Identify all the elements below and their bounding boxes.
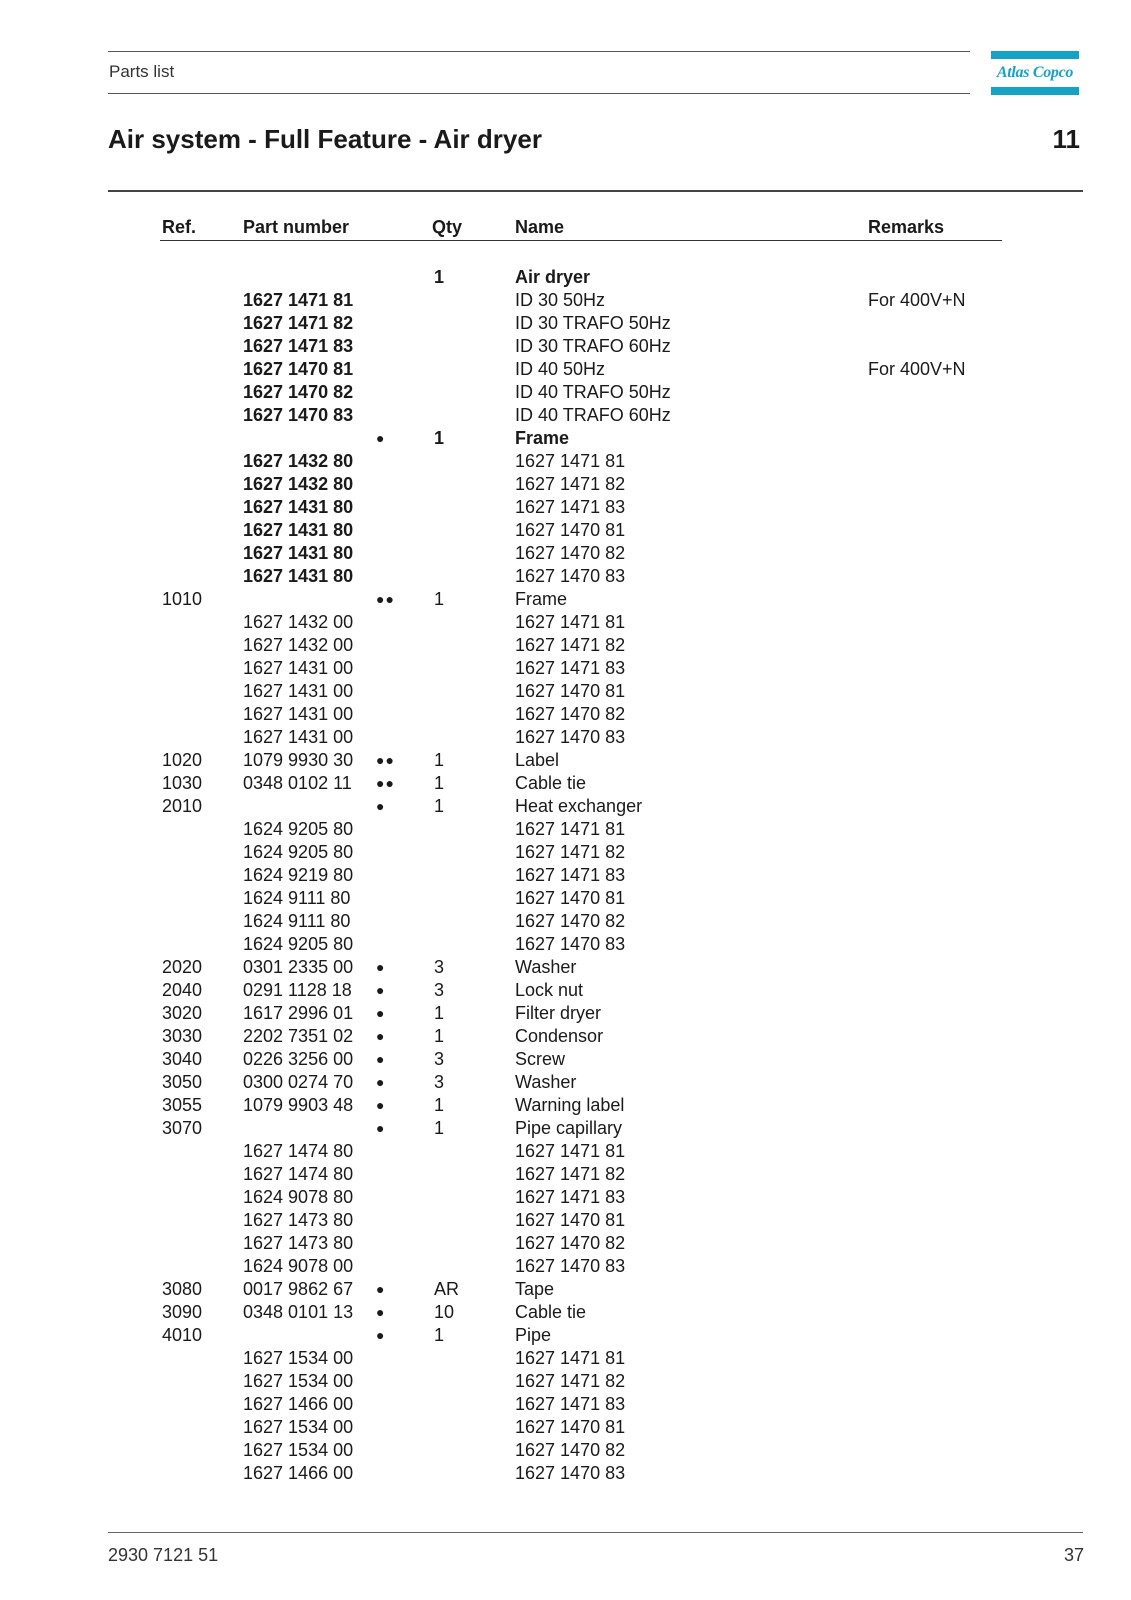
cell-name: 1627 1471 83 — [515, 1187, 626, 1207]
footer-rule — [108, 1532, 1083, 1533]
cell-qty: 1 — [434, 589, 445, 609]
cell-part-number: 0301 2335 00 — [243, 957, 354, 977]
cell-level-dots: ● — [376, 1005, 386, 1021]
cell-name: 1627 1471 81 — [515, 612, 626, 632]
cell-part-number: 2202 7351 02 — [243, 1026, 354, 1046]
cell-ref: 1030 — [162, 773, 203, 793]
logo-bar-bottom — [991, 87, 1079, 95]
cell-part-number: 1624 9078 80 — [243, 1187, 354, 1207]
cell-name: 1627 1470 83 — [515, 1463, 626, 1483]
table-row — [0, 1209, 1131, 1232]
table-row — [0, 473, 1131, 496]
cell-ref: 3040 — [162, 1049, 203, 1069]
cell-qty: 1 — [434, 750, 445, 770]
cell-part-number: 1627 1431 00 — [243, 658, 354, 678]
cell-part-number: 1627 1431 80 — [243, 497, 354, 517]
table-row — [0, 956, 1131, 979]
column-header-part-number: Part number — [243, 217, 350, 237]
cell-name: 1627 1470 82 — [515, 911, 626, 931]
logo-text: Atlas Copco — [996, 64, 1074, 81]
cell-qty: 1 — [434, 796, 445, 816]
cell-qty: 10 — [434, 1302, 455, 1322]
table-row — [0, 1071, 1131, 1094]
cell-part-number: 1627 1534 00 — [243, 1440, 354, 1460]
table-row — [0, 1094, 1131, 1117]
chapter-number: 11 — [1052, 124, 1080, 154]
cell-part-number: 1627 1431 80 — [243, 543, 354, 563]
cell-qty: 1 — [434, 1003, 445, 1023]
column-header-qty: Qty — [432, 217, 463, 237]
cell-part-number: 1627 1431 80 — [243, 520, 354, 540]
table-row — [0, 427, 1131, 450]
table-row — [0, 266, 1131, 289]
cell-name: 1627 1471 82 — [515, 635, 626, 655]
cell-part-number: 1627 1474 80 — [243, 1141, 354, 1161]
cell-level-dots: ● — [376, 1051, 386, 1067]
cell-part-number: 1627 1466 00 — [243, 1394, 354, 1414]
cell-name: Air dryer — [515, 267, 591, 287]
cell-level-dots: ● — [376, 798, 386, 814]
column-header-remarks: Remarks — [868, 217, 945, 237]
header-bottom-rule — [108, 93, 970, 94]
cell-qty: 1 — [434, 1118, 445, 1138]
cell-ref: 3070 — [162, 1118, 203, 1138]
section-label: Parts list — [109, 62, 175, 81]
cell-name: 1627 1470 82 — [515, 1440, 626, 1460]
cell-part-number: 1079 9930 30 — [243, 750, 354, 770]
cell-remarks: For 400V+N — [868, 290, 966, 310]
cell-name: Screw — [515, 1049, 566, 1069]
cell-part-number: 1624 9078 00 — [243, 1256, 354, 1276]
table-row — [0, 887, 1131, 910]
table-row — [0, 795, 1131, 818]
cell-level-dots: ● — [376, 1304, 386, 1320]
cell-qty: 1 — [434, 773, 445, 793]
table-row — [0, 1255, 1131, 1278]
cell-name: Cable tie — [515, 1302, 587, 1322]
cell-name: Lock nut — [515, 980, 584, 1000]
cell-name: 1627 1470 82 — [515, 1233, 626, 1253]
cell-name: Washer — [515, 1072, 577, 1092]
cell-name: Warning label — [515, 1095, 625, 1115]
cell-name: Frame — [515, 589, 568, 609]
cell-part-number: 1627 1470 82 — [243, 382, 354, 402]
cell-name: 1627 1471 82 — [515, 474, 626, 494]
cell-level-dots: ● — [376, 1097, 386, 1113]
table-row — [0, 1324, 1131, 1347]
table-row — [0, 1347, 1131, 1370]
cell-part-number: 1627 1471 82 — [243, 313, 354, 333]
cell-level-dots: ● — [376, 959, 386, 975]
table-row — [0, 1439, 1131, 1462]
cell-level-dots: ●● — [376, 591, 395, 607]
column-header-ref: Ref. — [162, 217, 197, 237]
table-row — [0, 910, 1131, 933]
table-row — [0, 818, 1131, 841]
cell-level-dots: ● — [376, 1327, 386, 1343]
table-row — [0, 1462, 1131, 1485]
table-row — [0, 680, 1131, 703]
cell-name: 1627 1470 82 — [515, 704, 626, 724]
cell-name: 1627 1470 81 — [515, 1210, 626, 1230]
cell-qty: 3 — [434, 980, 445, 1000]
cell-qty: 1 — [434, 267, 445, 287]
cell-name: 1627 1471 83 — [515, 1394, 626, 1414]
cell-name: ID 30 50Hz — [515, 290, 606, 310]
header-top-rule — [108, 51, 970, 52]
table-row — [0, 1025, 1131, 1048]
logo-bar-top — [991, 51, 1079, 59]
cell-part-number: 0226 3256 00 — [243, 1049, 354, 1069]
table-row — [0, 726, 1131, 749]
cell-name: Washer — [515, 957, 577, 977]
cell-ref: 3030 — [162, 1026, 203, 1046]
cell-part-number: 1627 1534 00 — [243, 1348, 354, 1368]
cell-part-number: 1617 2996 01 — [243, 1003, 354, 1023]
column-header-name: Name — [515, 217, 565, 237]
cell-name: 1627 1470 81 — [515, 520, 626, 540]
table-row — [0, 1370, 1131, 1393]
cell-qty: 3 — [434, 1072, 445, 1092]
table-row — [0, 841, 1131, 864]
column-header-rule — [160, 240, 1002, 241]
cell-part-number: 1627 1471 83 — [243, 336, 354, 356]
cell-part-number: 1627 1471 81 — [243, 290, 354, 310]
table-row — [0, 933, 1131, 956]
page-title: Air system - Full Feature - Air dryer — [108, 124, 542, 154]
cell-level-dots: ● — [376, 1281, 386, 1297]
cell-qty: 3 — [434, 1049, 445, 1069]
cell-name: 1627 1471 81 — [515, 1141, 626, 1161]
cell-name: 1627 1470 82 — [515, 543, 626, 563]
cell-part-number: 1624 9111 80 — [243, 888, 351, 908]
table-row — [0, 1232, 1131, 1255]
table-row — [0, 749, 1131, 772]
cell-name: 1627 1470 83 — [515, 566, 626, 586]
table-row — [0, 864, 1131, 887]
cell-name: 1627 1470 83 — [515, 1256, 626, 1276]
cell-part-number: 1627 1431 00 — [243, 681, 354, 701]
cell-name: 1627 1471 83 — [515, 497, 626, 517]
table-row — [0, 542, 1131, 565]
table-row — [0, 703, 1131, 726]
cell-qty: 3 — [434, 957, 445, 977]
cell-ref: 3020 — [162, 1003, 203, 1023]
cell-name: ID 40 TRAFO 50Hz — [515, 382, 671, 402]
table-row — [0, 1186, 1131, 1209]
table-row — [0, 1163, 1131, 1186]
brand-logo — [991, 51, 1079, 95]
cell-part-number: 1624 9111 80 — [243, 911, 351, 931]
table-row — [0, 1002, 1131, 1025]
cell-part-number: 0300 0274 70 — [243, 1072, 354, 1092]
table-row — [0, 519, 1131, 542]
cell-part-number: 1627 1473 80 — [243, 1233, 354, 1253]
cell-name: Label — [515, 750, 560, 770]
cell-ref: 1010 — [162, 589, 203, 609]
table-row — [0, 1301, 1131, 1324]
cell-part-number: 1079 9903 48 — [243, 1095, 354, 1115]
cell-part-number: 1627 1432 00 — [243, 635, 354, 655]
cell-qty: 1 — [434, 1325, 445, 1345]
table-row — [0, 381, 1131, 404]
cell-part-number: 1624 9205 80 — [243, 934, 354, 954]
cell-name: Cable tie — [515, 773, 587, 793]
table-row — [0, 1048, 1131, 1071]
table-row — [0, 335, 1131, 358]
table-row — [0, 979, 1131, 1002]
cell-level-dots: ● — [376, 430, 386, 446]
cell-ref: 3090 — [162, 1302, 203, 1322]
cell-qty: 1 — [434, 1026, 445, 1046]
cell-level-dots: ● — [376, 1074, 386, 1090]
cell-name: 1627 1470 83 — [515, 934, 626, 954]
table-row — [0, 657, 1131, 680]
cell-name: Condensor — [515, 1026, 604, 1046]
cell-part-number: 1627 1534 00 — [243, 1417, 354, 1437]
cell-part-number: 0348 0102 11 — [243, 773, 352, 793]
cell-part-number: 1624 9205 80 — [243, 842, 354, 862]
table-row — [0, 565, 1131, 588]
cell-qty: 1 — [434, 428, 445, 448]
cell-name: Filter dryer — [515, 1003, 602, 1023]
cell-name: 1627 1471 83 — [515, 865, 626, 885]
table-row — [0, 312, 1131, 335]
document-number: 2930 7121 51 — [108, 1545, 219, 1565]
cell-part-number: 1627 1474 80 — [243, 1164, 354, 1184]
table-row — [0, 1140, 1131, 1163]
cell-part-number: 1624 9205 80 — [243, 819, 354, 839]
table-row — [0, 1416, 1131, 1439]
cell-part-number: 1627 1431 00 — [243, 727, 354, 747]
cell-ref: 4010 — [162, 1325, 203, 1345]
cell-part-number: 1627 1466 00 — [243, 1463, 354, 1483]
cell-part-number: 0348 0101 13 — [243, 1302, 354, 1322]
cell-level-dots: ●● — [376, 752, 395, 768]
cell-name: Pipe — [515, 1325, 552, 1345]
cell-part-number: 0017 9862 67 — [243, 1279, 354, 1299]
cell-name: ID 40 TRAFO 60Hz — [515, 405, 671, 425]
cell-level-dots: ● — [376, 982, 386, 998]
cell-ref: 3055 — [162, 1095, 203, 1115]
cell-ref: 2040 — [162, 980, 203, 1000]
cell-part-number: 1627 1470 81 — [243, 359, 354, 379]
cell-level-dots: ● — [376, 1028, 386, 1044]
cell-remarks: For 400V+N — [868, 359, 966, 379]
table-row — [0, 289, 1131, 312]
cell-name: 1627 1470 81 — [515, 1417, 626, 1437]
table-row — [0, 611, 1131, 634]
parts-table — [0, 266, 1131, 1485]
cell-name: Frame — [515, 428, 570, 448]
cell-part-number: 1627 1432 80 — [243, 451, 354, 471]
table-row — [0, 496, 1131, 519]
cell-part-number: 1627 1534 00 — [243, 1371, 354, 1391]
cell-name: 1627 1471 81 — [515, 1348, 626, 1368]
table-row — [0, 588, 1131, 611]
cell-part-number: 1627 1431 80 — [243, 566, 354, 586]
cell-name: 1627 1471 83 — [515, 658, 626, 678]
cell-name: Pipe capillary — [515, 1118, 623, 1138]
cell-part-number: 1627 1473 80 — [243, 1210, 354, 1230]
cell-part-number: 1627 1470 83 — [243, 405, 354, 425]
cell-name: 1627 1470 83 — [515, 727, 626, 747]
cell-ref: 3080 — [162, 1279, 203, 1299]
cell-level-dots: ●● — [376, 775, 395, 791]
table-row — [0, 1117, 1131, 1140]
cell-name: 1627 1470 81 — [515, 888, 626, 908]
cell-name: 1627 1471 81 — [515, 451, 626, 471]
table-row — [0, 772, 1131, 795]
table-row — [0, 358, 1131, 381]
cell-ref: 3050 — [162, 1072, 203, 1092]
table-row — [0, 404, 1131, 427]
page-number: 37 — [1063, 1545, 1084, 1565]
cell-ref: 2020 — [162, 957, 203, 977]
cell-qty: 1 — [434, 1095, 445, 1115]
table-row — [0, 634, 1131, 657]
cell-part-number: 0291 1128 18 — [243, 980, 352, 1000]
cell-part-number: 1627 1432 00 — [243, 612, 354, 632]
cell-name: Tape — [515, 1279, 555, 1299]
table-row — [0, 450, 1131, 473]
cell-name: ID 30 TRAFO 60Hz — [515, 336, 671, 356]
table-row — [0, 1393, 1131, 1416]
cell-name: ID 30 TRAFO 50Hz — [515, 313, 671, 333]
table-row — [0, 1278, 1131, 1301]
cell-qty: AR — [434, 1279, 460, 1299]
cell-name: 1627 1471 82 — [515, 1371, 626, 1391]
cell-name: ID 40 50Hz — [515, 359, 606, 379]
cell-part-number: 1624 9219 80 — [243, 865, 354, 885]
cell-name: 1627 1471 82 — [515, 842, 626, 862]
cell-ref: 2010 — [162, 796, 203, 816]
cell-name: 1627 1470 81 — [515, 681, 626, 701]
cell-ref: 1020 — [162, 750, 203, 770]
cell-name: 1627 1471 81 — [515, 819, 626, 839]
cell-name: Heat exchanger — [515, 796, 643, 816]
cell-name: 1627 1471 82 — [515, 1164, 626, 1184]
cell-part-number: 1627 1431 00 — [243, 704, 354, 724]
cell-level-dots: ● — [376, 1120, 386, 1136]
title-rule — [108, 190, 1083, 192]
cell-part-number: 1627 1432 80 — [243, 474, 354, 494]
